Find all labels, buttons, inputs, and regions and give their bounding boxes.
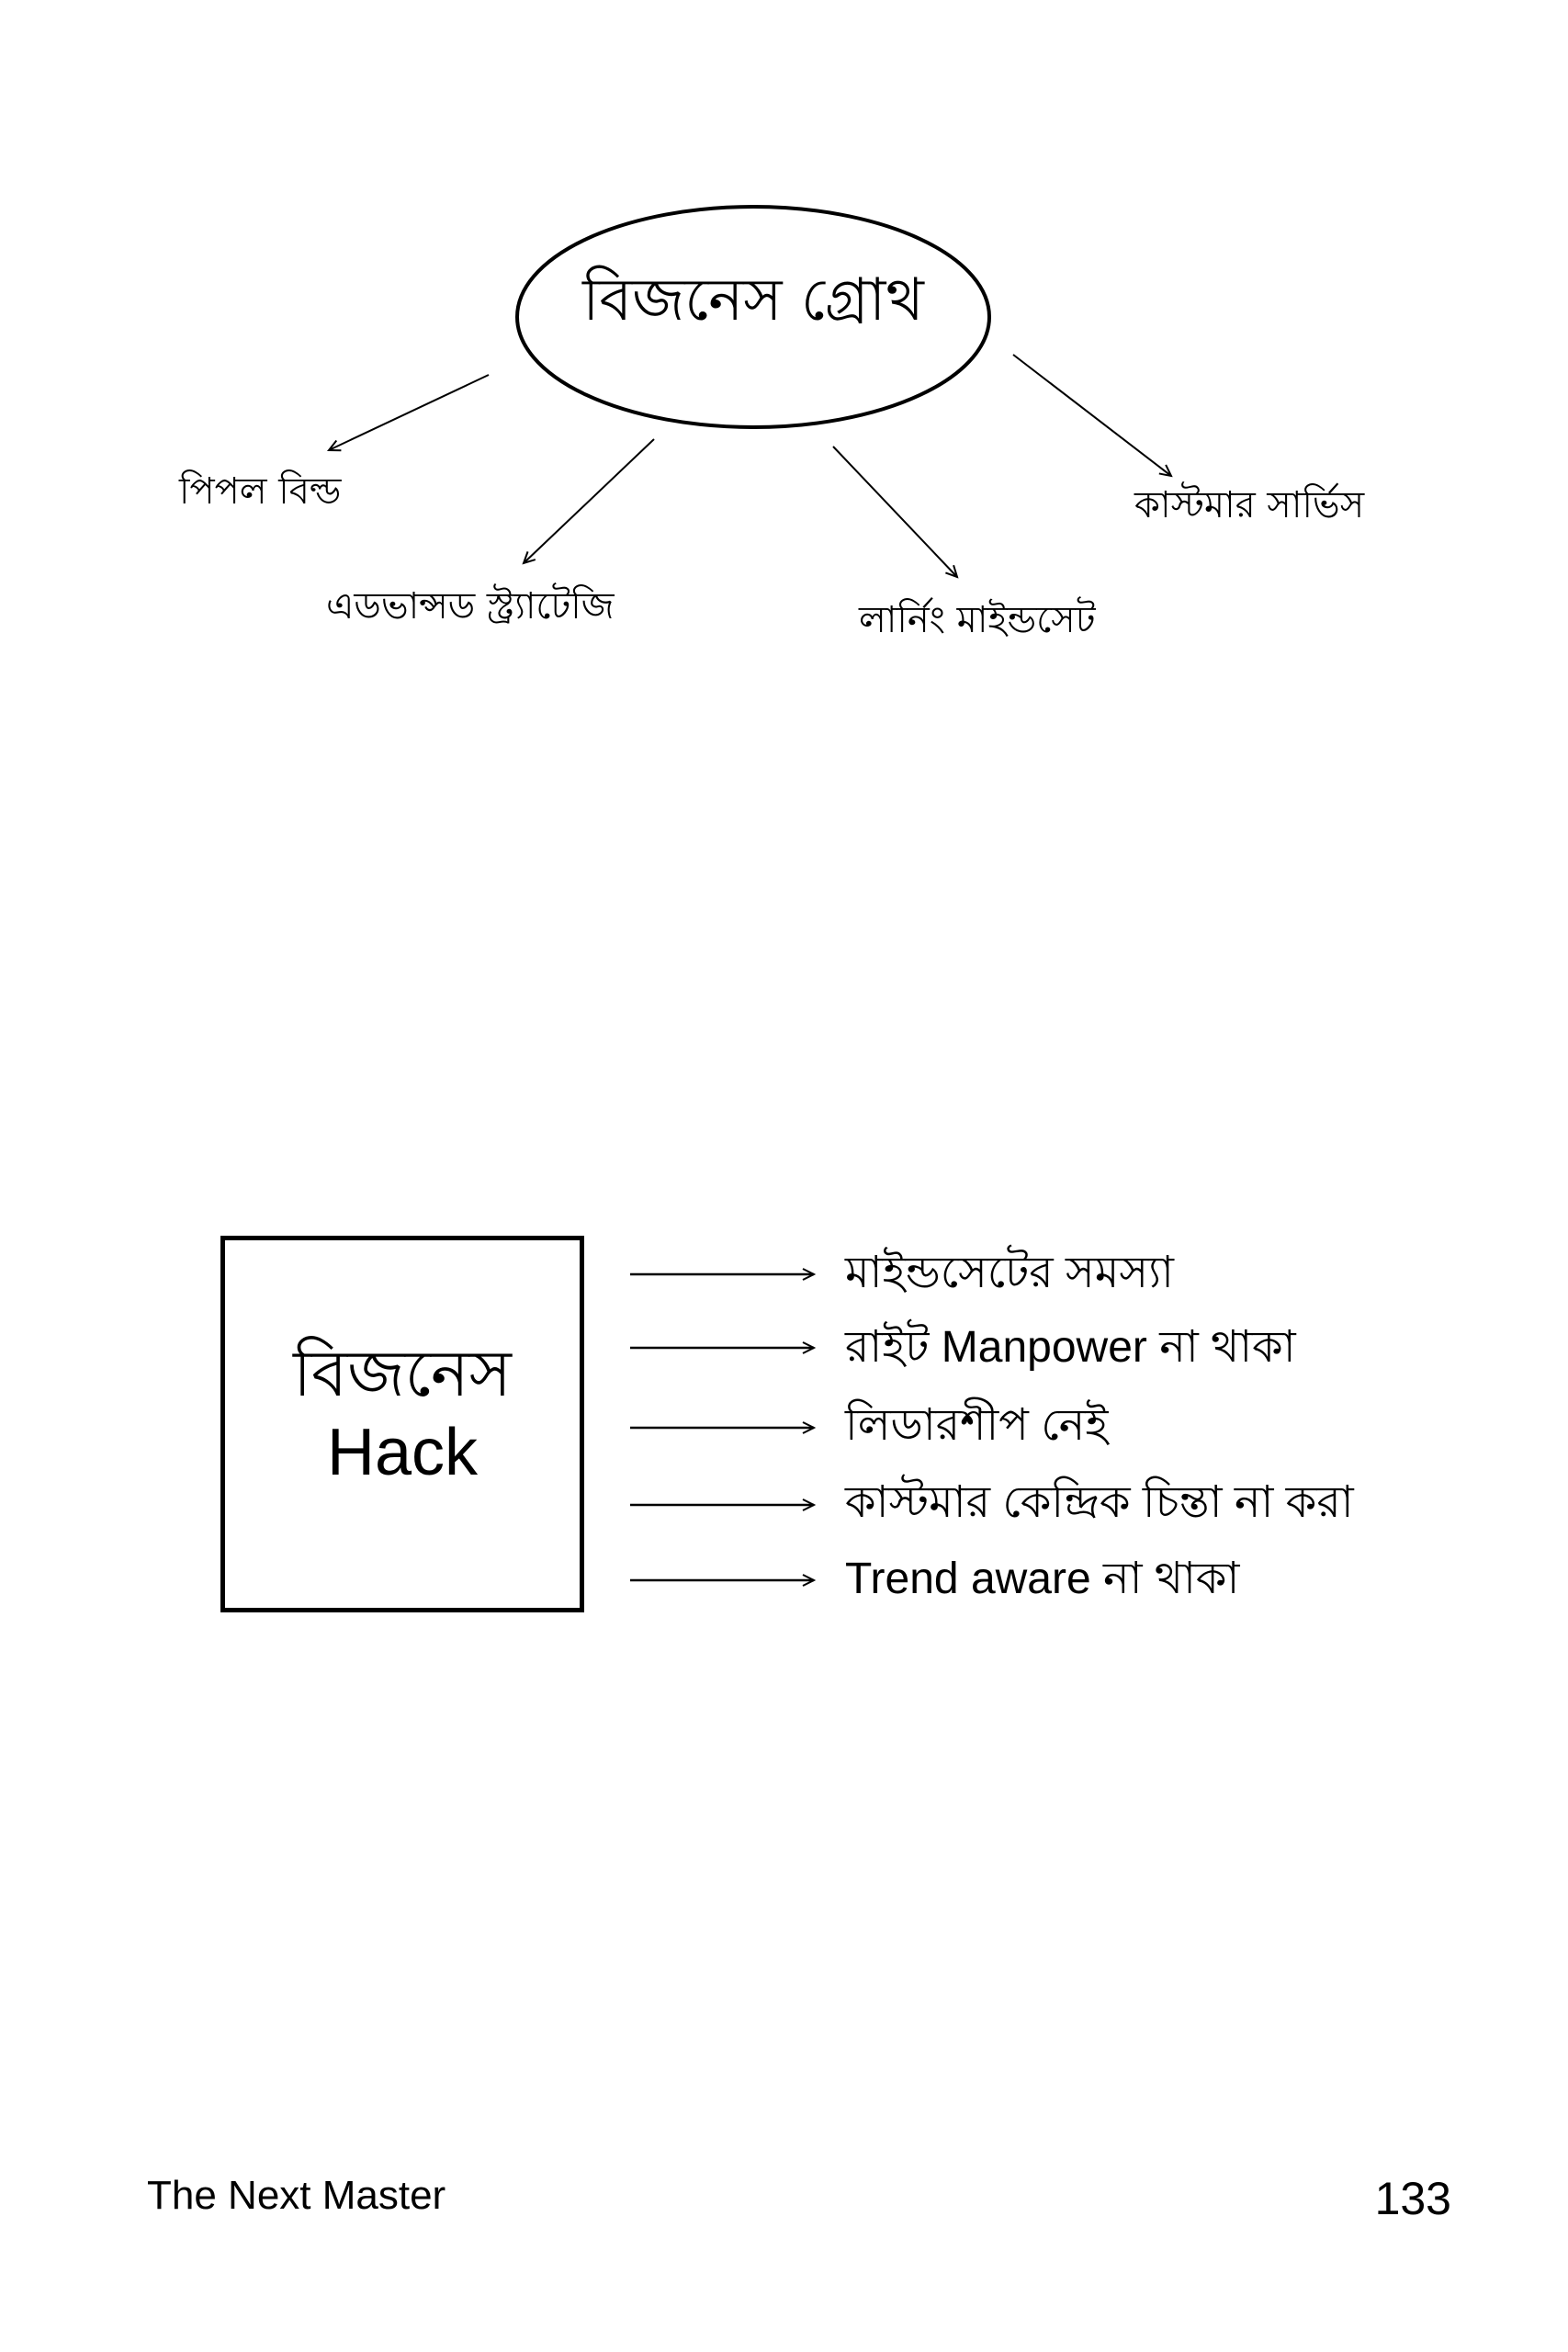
footer-book-title: The Next Master [147, 2173, 446, 2218]
arrow-to-people-build [329, 375, 489, 450]
branch-learning-mindset: লার্নিং মাইন্ডসেট [859, 599, 1096, 641]
arrow-to-advanced-strategy [524, 439, 654, 563]
business-hack-box [220, 1236, 584, 1612]
hack-item-no-leadership: লিডারশীপ নেই [845, 1401, 1109, 1450]
hack-item-trend-aware: Trend aware না থাকা [845, 1555, 1240, 1603]
growth-center-label: বিজনেস গ্রোথ [582, 266, 924, 334]
arrow-to-learning-mindset [833, 447, 957, 577]
hack-box-title-english: Hack [326, 1416, 479, 1489]
branch-people-build: পিপল বিল্ড [179, 470, 342, 513]
branch-customer-service: কাস্টমার সার্ভিস [1134, 484, 1365, 526]
hack-item-customer-centric: কাস্টমার কেন্দ্রিক চিন্তা না করা [845, 1478, 1354, 1527]
arrow-to-customer-service [1013, 355, 1171, 476]
hack-item-mindset-problem: মাইন্ডসেটের সমস্যা [845, 1249, 1174, 1297]
hack-item-right-manpower: রাইট Manpower না থাকা [845, 1323, 1296, 1372]
branch-advanced-strategy: এডভান্সড স্ট্র্যাটেজি [326, 585, 615, 628]
hack-box-title-bengali: বিজনেস [293, 1336, 512, 1411]
page-number: 133 [1374, 2173, 1451, 2224]
